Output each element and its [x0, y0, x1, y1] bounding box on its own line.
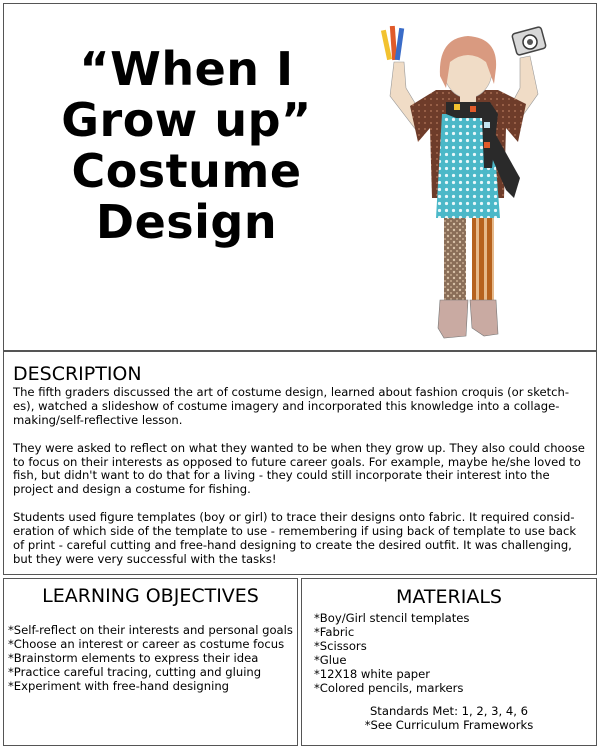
title-line: Grow up”: [61, 93, 312, 147]
list-item: *Practice careful tracing, cutting and gluing: [8, 664, 262, 679]
list-item: *Choose an interest or career as costume focus: [8, 636, 285, 651]
pencils-icon: [381, 26, 404, 60]
description-paragraph: They were asked to reflect on what they wanted to be when they grow up. They also could choose to focus on their interests as opposed to future career goals. For example, maybe he/she loved to fish, but didn't want to do that for a living - they could still incorporate their interest into the project and design a costume for fishing.: [13, 440, 585, 497]
list-item: *Self-reflect on their interests and personal goals: [8, 623, 293, 637]
frameworks-note: *See Curriculum Frameworks: [364, 717, 534, 732]
list-item: *12X18 white paper: [314, 666, 431, 681]
learning-objectives-panel: [3, 578, 298, 746]
camera-icon: [512, 26, 547, 55]
materials-panel: [301, 578, 597, 746]
description-body: [13, 386, 589, 581]
list-item: *Experiment with free-hand designing: [8, 678, 230, 693]
standards-note: [302, 705, 596, 733]
list-item: *Fabric: [314, 624, 355, 639]
learning-objectives-heading: LEARNING OBJECTIVES: [42, 585, 259, 607]
list-item: *Boy/Girl stencil templates: [314, 611, 470, 625]
title-line: Design: [95, 195, 278, 249]
page-title: [14, 44, 359, 248]
description-paragraph: The fifth graders discussed the art of costume design, learned about fashion croquis (or sketch-es), watched a slideshow of costume imagery and incorporated this knowledge into a collage-making/self-reflective lesson.: [13, 385, 570, 427]
list-item: *Glue: [314, 652, 347, 667]
materials-list: [314, 612, 469, 695]
title-line: “When I: [79, 42, 294, 96]
title-panel: [3, 3, 597, 351]
description-panel: [3, 351, 597, 575]
list-item: *Colored pencils, markers: [314, 680, 464, 695]
description-heading: DESCRIPTION: [13, 363, 142, 385]
standards-met: Standards Met: 1, 2, 3, 4, 6: [369, 704, 529, 718]
learning-objectives-list: [8, 624, 293, 694]
title-line: Costume: [71, 144, 302, 198]
description-paragraph: Students used figure templates (boy or girl) to trace their designs onto fabric. It required consid-eration of which side of the template to use - remembering if using back of template to use back of print - careful cutting and free-hand designing to create the desired outfit. It was challenging, but they were very successful with the tasks!: [13, 510, 577, 566]
list-item: *Scissors: [314, 638, 367, 653]
costume-collage-figure: [380, 18, 556, 348]
list-item: *Brainstorm elements to express their idea: [8, 650, 259, 665]
materials-heading: MATERIALS: [396, 586, 502, 608]
